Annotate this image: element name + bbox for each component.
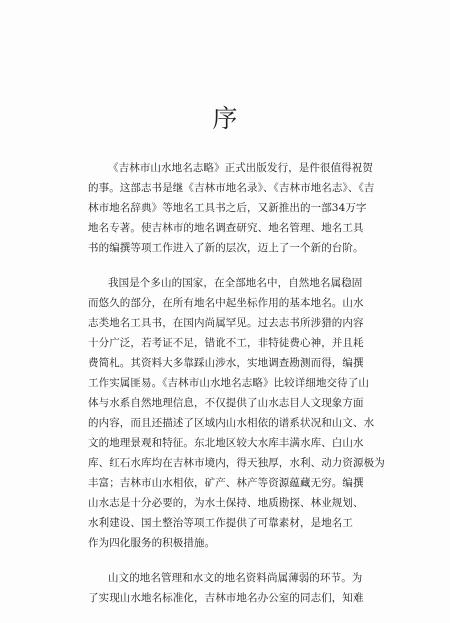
paragraph (88, 158, 388, 258)
text-line: 体与水系自然地理信息，不仅提供了山水志目人文现象方面 (88, 397, 364, 409)
paragraph (88, 273, 388, 553)
text-line: 山水志是十分必要的，为水土保持、地质勘探、林业规划、 (88, 497, 364, 509)
text-line: 而悠久的部分，在所有地名中起坐标作用的基本地名。山水 (88, 297, 364, 309)
page-title: 序 (212, 104, 238, 133)
text-line: 了实现山水地名标准化，吉林市地名办公室的同志们，知难 (88, 592, 364, 604)
text-line: 我国是个多山的国家，在全部地名中，自然地名属稳固 (108, 277, 363, 289)
text-line: 山文的地名管理和水文的地名资料尚属薄弱的环节。为 (108, 572, 363, 584)
text-line: 林市地名辞典》等地名工具书之后，又新推出的一部34万字 (88, 202, 367, 214)
text-line: 地名专著。使吉林市的地名调查研究、地名管理、地名工具 (88, 222, 364, 234)
text-line: 《吉林市山水地名志略》正式出版发行，是件很值得祝贺 (108, 162, 373, 174)
paragraph (88, 568, 388, 608)
text-line: 十分广泛，若考证不足，错讹不工，非特徒费心神，并且耗 (88, 337, 364, 349)
text-line: 费简札。其资料大多靠踩山涉水，实地调查勘测而得，编撰 (88, 357, 364, 369)
text-line: 书的编撰等项工作进入了新的层次，迈上了一个新的台阶。 (88, 242, 364, 254)
text-line: 志类地名工具书，在国内尚属罕见。过去志书所涉猎的内容 (88, 317, 364, 329)
text-line: 文的地理景观和特征。东北地区较大水库丰满水库、白山水 (88, 437, 364, 449)
text-line: 的事。这部志书是继《吉林市地名录》、《吉林市地名志》、《吉 (88, 182, 375, 194)
text-line: 库、红石水库均在吉林市境内，得天独厚，水利、动力资源极为 (88, 457, 385, 469)
text-line: 水利建设、国土整治等项工作提供了可靠素材，是地名工 (88, 517, 353, 529)
text-line: 丰富；吉林市山水相依，矿产、林产等资源蕴藏无穷。编撰 (88, 477, 364, 489)
body-text (88, 158, 388, 623)
text-line: 作为四化服务的积极措施。 (88, 537, 216, 549)
text-line: 工作实属匪易。《吉林市山水地名志略》比较详细地交待了山 (88, 377, 369, 389)
text-line: 的内容，而且还描述了区域内山水相依的谱系状况和山文、水 (88, 417, 375, 429)
